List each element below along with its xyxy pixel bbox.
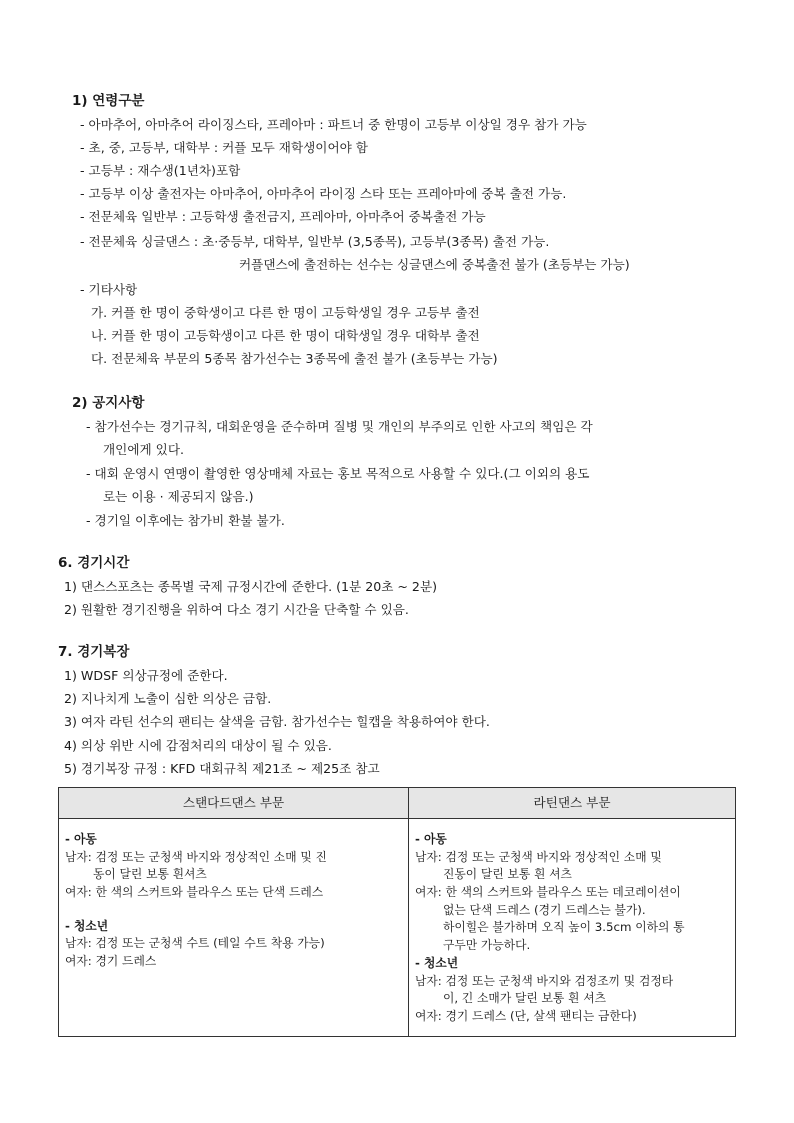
age-item: - 전문체육 일반부 : 고등학생 출전금지, 프레아마, 아마추어 중복출전 가능 [80, 209, 486, 224]
youth-heading: - 청소년 [415, 955, 459, 970]
child-female: 여자: 한 색의 스커트와 블라우스 또는 단색 드레스 [65, 885, 324, 900]
notice-item: - 경기일 이후에는 참가비 환불 불가. [86, 513, 285, 528]
child-male: 남자: 검정 또는 군청색 바지와 정상적인 소매 및 진 [65, 849, 327, 864]
section-item: 5) 경기복장 규정 : KFD 대회규칙 제21조 ~ 제25조 참고 [64, 761, 380, 776]
section-item: 2) 원활한 경기진행을 위하여 다소 경기 시간을 단축할 수 있음. [64, 602, 409, 617]
latin-cell [409, 819, 736, 1037]
youth-female: 여자: 경기 드레스 [65, 954, 157, 969]
child-male-cont: 진동이 달린 보통 흰 셔츠 [443, 867, 572, 882]
child-female: 여자: 한 색의 스커트와 블라우스 또는 데코레이션이 [415, 885, 681, 900]
attire-table [58, 787, 736, 1037]
child-female-cont: 없는 단색 드레스 (경기 드레스는 불가). [443, 902, 646, 917]
age-subitem: 가. 커플 한 명이 중학생이고 다른 한 명이 고등학생일 경우 고등부 출전 [91, 305, 480, 320]
notice-item: 로는 이용 · 제공되지 않음.) [103, 489, 254, 504]
spacer [65, 902, 402, 918]
notice-item: - 참가선수는 경기규칙, 대회운영을 준수하며 질병 및 개인의 부주의로 인한 사고의 책임은 각 [86, 419, 593, 434]
youth-male-cont: 이, 긴 소매가 달린 보통 흰 셔츠 [443, 991, 606, 1006]
col-header-standard: 스탠다드댄스 부문 [59, 788, 409, 819]
section-heading: 7. 경기복장 [58, 644, 130, 660]
age-item: - 초, 중, 고등부, 대학부 : 커플 모두 재학생이어야 함 [80, 140, 368, 155]
youth-female: 여자: 경기 드레스 (단, 살색 팬티는 금한다) [415, 1008, 637, 1023]
child-male: 남자: 검정 또는 군청색 바지와 정상적인 소매 및 [415, 849, 662, 864]
age-item: - 아마추어, 아마추어 라이징스타, 프레아마 : 파트너 중 한명이 고등부 이상일 경우 참가 가능 [80, 117, 587, 132]
age-subitem: 다. 전문체육 부문의 5종목 참가선수는 3종목에 출전 불가 (초등부는 가능) [91, 351, 498, 366]
child-female-cont: 하이힐은 불가하며 오직 높이 3.5cm 이하의 통 [443, 920, 685, 935]
section-item: 1) WDSF 의상규정에 준한다. [64, 668, 228, 683]
youth-heading: - 청소년 [65, 918, 109, 933]
child-heading: - 아동 [65, 832, 97, 846]
youth-male: 남자: 검정 또는 군청색 바지와 검정조끼 및 검정타 [415, 973, 674, 988]
standard-cell [59, 819, 409, 1037]
notice-heading: 2) 공지사항 [72, 395, 145, 411]
age-item: - 고등부 : 재수생(1년차)포함 [80, 163, 241, 178]
age-subitem: 나. 커플 한 명이 고등학생이고 다른 한 명이 대학생일 경우 대학부 출전 [91, 328, 480, 343]
youth-male: 남자: 검정 또는 군청색 수트 (테일 수트 착용 가능) [65, 936, 325, 951]
section-heading: 6. 경기시간 [58, 555, 130, 571]
notice-item: - 대회 운영시 연맹이 촬영한 영상매체 자료는 홍보 목적으로 사용할 수 있다.(그 이외의 용도 [86, 466, 590, 481]
age-item: - 기타사항 [80, 282, 138, 297]
child-female-cont: 구두만 가능하다. [443, 938, 531, 953]
section-item: 4) 의상 위반 시에 감점처리의 대상이 될 수 있음. [64, 738, 332, 753]
child-male-cont: 동이 달린 보통 흰셔츠 [93, 867, 207, 882]
section-item: 1) 댄스스포츠는 종목별 국제 규정시간에 준한다. (1분 20초 ~ 2분) [64, 579, 438, 594]
col-header-latin: 라틴댄스 부문 [409, 788, 736, 819]
age-item: 커플댄스에 출전하는 선수는 싱글댄스에 중복출전 불가 (초등부는 가능) [239, 257, 630, 272]
section-item: 2) 지나치게 노출이 심한 의상은 금함. [64, 691, 272, 706]
child-heading: - 아동 [415, 832, 447, 846]
age-heading: 1) 연령구분 [72, 93, 145, 109]
notice-item: 개인에게 있다. [103, 442, 184, 457]
age-item: - 전문체육 싱글댄스 : 초·중등부, 대학부, 일반부 (3,5종목), 고등부(3종목) 출전 가능. [80, 234, 550, 249]
section-item: 3) 여자 라틴 선수의 팬티는 살색을 금함. 참가선수는 힐캡을 착용하여야 한다. [64, 714, 490, 729]
age-item: - 고등부 이상 출전자는 아마추어, 아마추어 라이징 스타 또는 프레아마에 중복 출전 가능. [80, 186, 567, 201]
